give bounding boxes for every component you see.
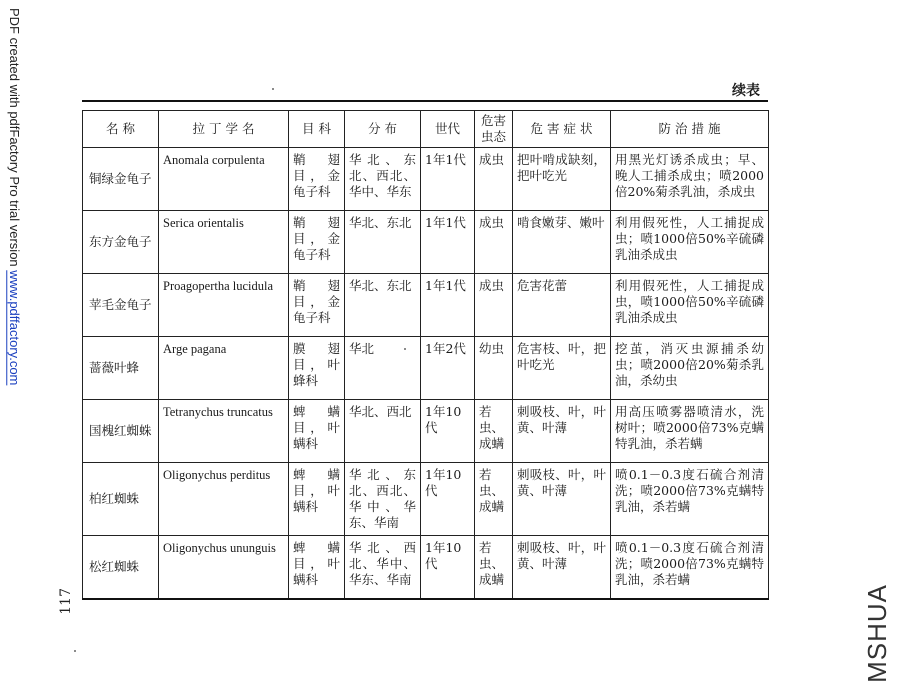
cell-harmful-stage: 若虫、成螨 bbox=[475, 536, 513, 600]
cell-latin-name: Oligonychus perditus bbox=[159, 463, 289, 536]
cell-generations: 1年1代 bbox=[421, 274, 475, 337]
cell-control-measures: 利用假死性，人工捕捉成虫；喷1000倍50%辛硫磷乳油杀成虫 bbox=[611, 211, 769, 274]
table-row bbox=[83, 211, 769, 274]
cell-generations: 1年1代 bbox=[421, 211, 475, 274]
continued-label: 续表 bbox=[732, 83, 760, 99]
cell-harmful-stage: 成虫 bbox=[475, 148, 513, 211]
cell-latin-name: Proagopertha lucidula bbox=[159, 274, 289, 337]
cell-symptoms: 危害枝、叶，把叶吃光 bbox=[513, 337, 611, 400]
cell-name: 东方金龟子 bbox=[83, 211, 159, 274]
table-row bbox=[83, 274, 769, 337]
cell-harmful-stage: 成虫 bbox=[475, 211, 513, 274]
cell-symptoms: 刺吸枝、叶，叶黄、叶薄 bbox=[513, 463, 611, 536]
cell-generations: 1年1代 bbox=[421, 148, 475, 211]
cell-generations: 1年10代 bbox=[421, 400, 475, 463]
table-row bbox=[83, 337, 769, 400]
cell-generations: 1年2代 bbox=[421, 337, 475, 400]
cell-harmful-stage: 成虫 bbox=[475, 274, 513, 337]
scan-speck bbox=[272, 88, 274, 90]
header-distribution: 分 布 bbox=[345, 111, 421, 148]
cell-name: 铜绿金龟子 bbox=[83, 148, 159, 211]
cell-control-measures: 用高压喷雾器喷清水，洗树叶；喷2000倍73%克螨特乳油，杀若螨 bbox=[611, 400, 769, 463]
cell-symptoms: 刺吸枝、叶，叶黄、叶薄 bbox=[513, 400, 611, 463]
cell-control-measures: 喷0.1－0.3度石硫合剂清洗；喷2000倍73%克螨特乳油，杀若螨 bbox=[611, 463, 769, 536]
pdf-creator-note bbox=[4, 8, 22, 428]
cell-order-family: 蜱螨目，叶螨科 bbox=[289, 463, 345, 536]
pest-control-table bbox=[82, 110, 769, 600]
cell-latin-name: Arge pagana bbox=[159, 337, 289, 400]
cell-harmful-stage: 幼虫 bbox=[475, 337, 513, 400]
header-name: 名 称 bbox=[83, 111, 159, 148]
cell-symptoms: 把叶啃成缺刻，把叶吃光 bbox=[513, 148, 611, 211]
table-row bbox=[83, 463, 769, 536]
cell-symptoms: 刺吸枝、叶，叶黄、叶薄 bbox=[513, 536, 611, 600]
header-harmful-stage: 危害虫态 bbox=[475, 111, 513, 148]
cell-distribution: 华北 bbox=[345, 337, 421, 400]
cell-control-measures: 用黑光灯诱杀成虫；早、晚人工捕杀成虫；喷2000倍20%菊杀乳油，杀成虫 bbox=[611, 148, 769, 211]
cell-distribution: 华北、西北 bbox=[345, 400, 421, 463]
header-order-family: 目 科 bbox=[289, 111, 345, 148]
cell-generations: 1年10代 bbox=[421, 463, 475, 536]
table-row bbox=[83, 400, 769, 463]
cell-symptoms: 危害花蕾 bbox=[513, 274, 611, 337]
cell-symptoms: 啃食嫩芽、嫩叶 bbox=[513, 211, 611, 274]
cell-order-family: 蜱螨目，叶螨科 bbox=[289, 536, 345, 600]
cell-name: 松红蜘蛛 bbox=[83, 536, 159, 600]
cell-latin-name: Tetranychus truncatus bbox=[159, 400, 289, 463]
cell-name: 蔷薇叶蜂 bbox=[83, 337, 159, 400]
cell-name: 柏红蜘蛛 bbox=[83, 463, 159, 536]
scan-speck bbox=[74, 650, 76, 652]
table-header-row bbox=[83, 111, 769, 148]
cell-name: 国槐红蜘蛛 bbox=[83, 400, 159, 463]
cell-latin-name: Serica orientalis bbox=[159, 211, 289, 274]
pdffactory-link[interactable]: www.pdffactory.com bbox=[7, 270, 22, 386]
scan-speck bbox=[404, 348, 406, 350]
header-control-measures: 防 治 措 施 bbox=[611, 111, 769, 148]
cell-harmful-stage: 若虫、成螨 bbox=[475, 400, 513, 463]
cell-order-family: 蜱螨目，叶螨科 bbox=[289, 400, 345, 463]
cell-distribution: 华北、东北、西北、华中、华东、华南 bbox=[345, 463, 421, 536]
cell-order-family: 鞘翅目，金龟子科 bbox=[289, 274, 345, 337]
header-generations: 世代 bbox=[421, 111, 475, 148]
table-row bbox=[83, 536, 769, 600]
cell-distribution: 华北、东北 bbox=[345, 211, 421, 274]
cell-control-measures: 喷0.1－0.3度石硫合剂清洗；喷2000倍73%克螨特乳油，杀若螨 bbox=[611, 536, 769, 600]
header-latin-name: 拉 丁 学 名 bbox=[159, 111, 289, 148]
cell-order-family: 鞘翅目，金龟子科 bbox=[289, 211, 345, 274]
header-symptoms: 危 害 症 状 bbox=[513, 111, 611, 148]
cell-distribution: 华北、西北、华中、华东、华南 bbox=[345, 536, 421, 600]
cell-distribution: 华北、东北、西北、华中、华东 bbox=[345, 148, 421, 211]
cell-order-family: 膜翅目，叶蜂科 bbox=[289, 337, 345, 400]
pdf-note-text: PDF created with pdfFactory Pro trial version bbox=[7, 8, 22, 271]
cell-order-family: 鞘翅目，金龟子科 bbox=[289, 148, 345, 211]
cell-generations: 1年10代 bbox=[421, 536, 475, 600]
cell-latin-name: Anomala corpulenta bbox=[159, 148, 289, 211]
top-rule bbox=[82, 100, 768, 102]
cell-control-measures: 挖茧，消灭虫源捕杀幼虫；喷2000倍20%菊杀乳油，杀幼虫 bbox=[611, 337, 769, 400]
cell-harmful-stage: 若虫、成螨 bbox=[475, 463, 513, 536]
watermark: MSHUA bbox=[862, 584, 892, 683]
cell-distribution: 华北、东北 bbox=[345, 274, 421, 337]
cell-name: 苹毛金龟子 bbox=[83, 274, 159, 337]
page-number: 117 bbox=[58, 588, 74, 615]
cell-latin-name: Oligonychus ununguis bbox=[159, 536, 289, 600]
cell-control-measures: 利用假死性，人工捕捉成虫，喷1000倍50%辛硫磷乳油杀成虫 bbox=[611, 274, 769, 337]
table-row bbox=[83, 148, 769, 211]
